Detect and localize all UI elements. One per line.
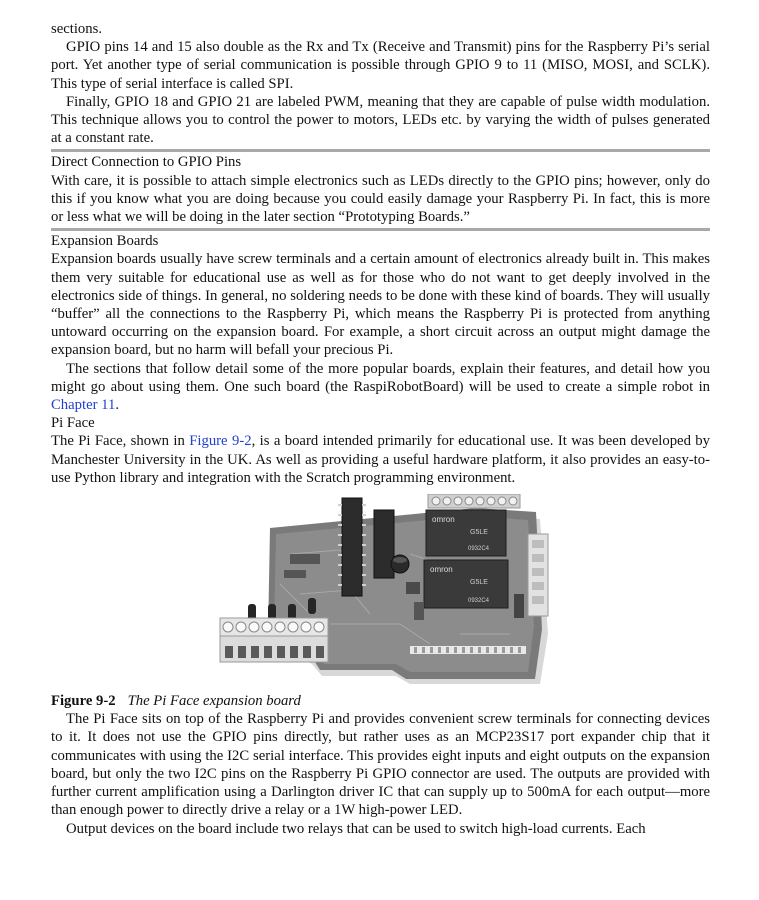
- pi-face-board-photo: [210, 494, 552, 686]
- paragraph: Finally, GPIO 18 and GPIO 21 are labeled PWM, meaning that they are capable of pulse width modulation. This technique allows you to control the power to motors, LEDs etc. by varying the width of pulses generated at a constant rate.: [51, 93, 710, 147]
- text-run: , is a board intended primarily for educational use. It was been developed by Manchester University in the UK. As well as providing a useful hardware platform, it also provides an easy-to-use Python library and integration with the Scratch programming environment.: [51, 433, 710, 486]
- relay-code-label: 0932C4: [467, 598, 489, 605]
- paragraph: Output devices on the board include two relays that can be used to switch high-load currents. Each: [66, 820, 646, 837]
- paragraph: Expansion boards usually have screw terminals and a certain amount of electronics already built in. This makes them very suitable for educational use as well as for those who do not want to get deeply involved in the electronics side of things. In general, no soldering needs to be done with these kind of boards. They will usually “buffer” all the connections to the Raspberry Pi, which means the Raspberry Pi is protected from anything untoward occurring on the expansion board. For example, a short circuit across an output might damage the expansion board, but no harm will befall your precious Pi.: [51, 251, 710, 359]
- section-divider: [51, 228, 710, 231]
- figure-9-2-link[interactable]: Figure 9-2: [189, 433, 252, 450]
- text-run: The sections that follow detail some of the more popular boards, explain their features, and detail how you might go about using them. One such board (the RaspiRobotBoard) will be used to create a simple robot in: [51, 360, 710, 395]
- relay-model-label: G5LE: [469, 579, 488, 587]
- figure-caption-text: The Pi Face expansion board: [127, 693, 301, 710]
- figure-container: [51, 494, 710, 686]
- relay-model-label: G5LE: [469, 529, 488, 537]
- paragraph: The Pi Face sits on top of the Raspberry Pi and provides convenient screw terminals for connecting devices to it. It does not use the GPIO pins directly, but rather uses as an MCP23S17 port expander chip that it communicates with using the I2C serial interface. This provides eight inputs and eight outputs on the expansion board, but only the two I2C pins on the Raspberry Pi GPIO connector are used. The outputs are provided with further current amplification using a Darlington driver IC that can supply up to 500mA for each output—more than enough power to directly drive a relay or a 1W high-power LED.: [51, 711, 710, 819]
- section-heading-pi-face: Pi Face: [51, 415, 95, 432]
- relay-brand-label: omron: [431, 515, 455, 525]
- relay-code-label: 0932C4: [467, 546, 489, 553]
- text-run: The Pi Face, shown in: [51, 433, 190, 450]
- paragraph: GPIO pins 14 and 15 also double as the Rx and Tx (Receive and Transmit) pins for the Raspberry Pi’s serial port. Yet another type of serial communication is possible through GPIO 9 to 11 (MISO, MOSI, and SCLK). This type of serial interface is called SPI.: [51, 39, 710, 92]
- chapter-11-link[interactable]: Chapter 11: [51, 397, 116, 414]
- figure-caption: [51, 692, 710, 710]
- section-heading-direct-connection: Direct Connection to GPIO Pins: [51, 154, 242, 171]
- section-divider: [51, 149, 710, 152]
- relay: [426, 510, 506, 556]
- figure-label: Figure 9-2: [51, 693, 116, 710]
- text-column: [51, 20, 710, 838]
- section-heading-expansion-boards: Expansion Boards: [51, 233, 159, 250]
- paragraph: With care, it is possible to attach simple electronics such as LEDs directly to the GPIO pins; however, only do this if you know what you are doing because you could easily damage your Raspberry Pi. In fact, this is more or less what we will be doing in the later section “Prototyping Boards.”: [51, 172, 710, 226]
- paragraph: sections.: [51, 21, 102, 37]
- paragraph: [51, 360, 710, 415]
- relay: [424, 560, 508, 608]
- paragraph: [51, 432, 710, 487]
- text-run: .: [115, 397, 119, 414]
- relay-brand-label: omron: [429, 565, 453, 575]
